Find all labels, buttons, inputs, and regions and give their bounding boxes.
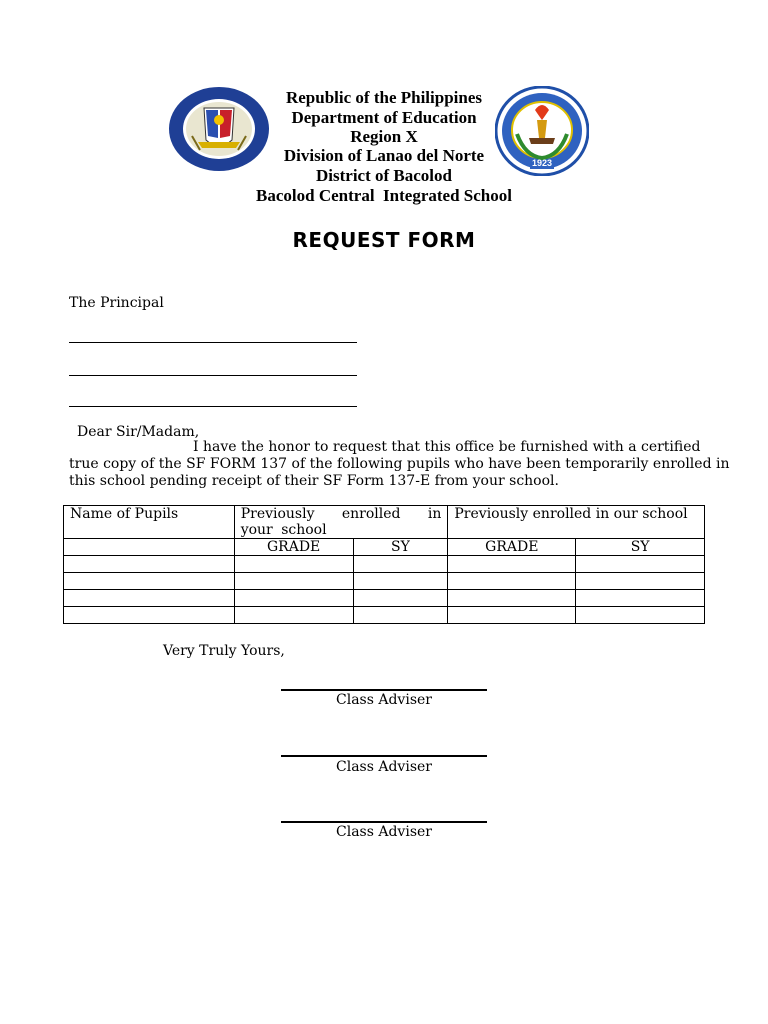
subheader-blank: [64, 539, 235, 556]
header-previously-your-school: Previously enrolled in your school: [234, 506, 448, 539]
signature-label-2: Class Adviser: [336, 759, 432, 775]
table-cell[interactable]: [234, 590, 353, 607]
table-cell[interactable]: [353, 573, 448, 590]
pupils-table: [63, 505, 705, 624]
header-previously-our-school: Previously enrolled in our school: [448, 506, 705, 539]
subheader-grade-your: GRADE: [234, 539, 353, 556]
table-header-row: [64, 506, 705, 539]
table-cell[interactable]: [353, 607, 448, 624]
table-cell[interactable]: [576, 556, 705, 573]
table-cell[interactable]: [234, 607, 353, 624]
addressee: The Principal: [69, 295, 164, 311]
subheader-sy-your: SY: [353, 539, 448, 556]
address-blank-line-1[interactable]: [69, 342, 357, 343]
table-cell[interactable]: [576, 573, 705, 590]
table-cell[interactable]: [64, 573, 235, 590]
header-district: District of Bacolod: [316, 166, 452, 185]
header-region: Region X: [350, 127, 418, 146]
signature-line-1[interactable]: [281, 689, 487, 691]
signature-line-3[interactable]: [281, 821, 487, 823]
header-school: Bacolod Central Integrated School: [256, 186, 512, 205]
table-cell[interactable]: [448, 573, 576, 590]
header-name-of-pupils: Name of Pupils: [64, 506, 235, 539]
body-line-2: true copy of the SF FORM 137 of the following pupils who have been temporarily enrolled in: [69, 456, 730, 472]
table-cell[interactable]: [576, 590, 705, 607]
table-cell[interactable]: [448, 607, 576, 624]
table-cell[interactable]: [234, 556, 353, 573]
table-cell[interactable]: [64, 607, 235, 624]
table-cell[interactable]: [234, 573, 353, 590]
table-row: [64, 556, 705, 573]
table-cell[interactable]: [353, 590, 448, 607]
school-seal-year: 1923: [531, 158, 553, 168]
table-cell[interactable]: [448, 590, 576, 607]
subheader-sy-our: SY: [576, 539, 705, 556]
signature-line-2[interactable]: [281, 755, 487, 757]
header-department: Department of Education: [291, 108, 477, 127]
signature-label-3: Class Adviser: [336, 824, 432, 840]
table-cell[interactable]: [576, 607, 705, 624]
table-cell[interactable]: [353, 556, 448, 573]
table-row: [64, 590, 705, 607]
table-cell[interactable]: [448, 556, 576, 573]
table-cell[interactable]: [64, 590, 235, 607]
signature-label-1: Class Adviser: [336, 692, 432, 708]
table-cell[interactable]: [64, 556, 235, 573]
table-row: [64, 573, 705, 590]
table-row: [64, 607, 705, 624]
subheader-grade-our: GRADE: [448, 539, 576, 556]
page-title: REQUEST FORM: [292, 228, 476, 252]
address-blank-line-3[interactable]: [69, 406, 357, 407]
closing: Very Truly Yours,: [163, 643, 285, 659]
address-blank-line-2[interactable]: [69, 375, 357, 376]
table-subheader-row: [64, 539, 705, 556]
body-line-1: I have the honor to request that this office be furnished with a certified: [193, 439, 701, 455]
header-division: Division of Lanao del Norte: [283, 146, 485, 165]
salutation: Dear Sir/Madam,: [77, 424, 200, 440]
body-line-3: this school pending receipt of their SF Form 137-E from your school.: [69, 473, 559, 489]
header-republic: Republic of the Philippines: [285, 88, 482, 107]
